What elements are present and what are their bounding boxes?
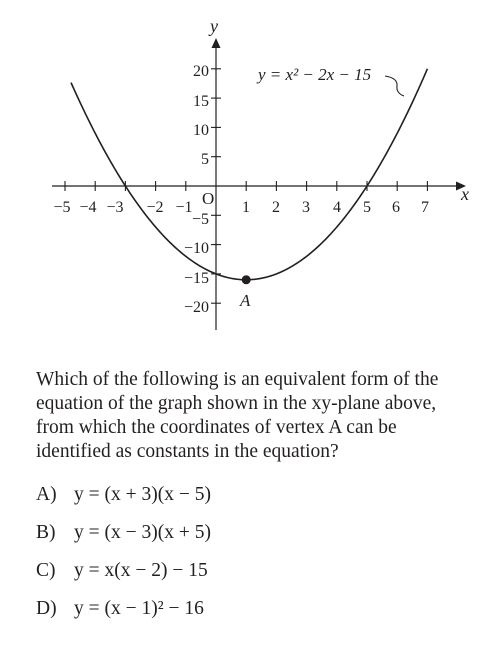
y-tick-label: −5 xyxy=(191,211,209,228)
y-tick-label: 20 xyxy=(193,63,209,80)
x-tick-label: 2 xyxy=(272,199,280,216)
y-tick-label: 5 xyxy=(201,151,209,168)
y-tick-label: 10 xyxy=(193,122,209,139)
vertex-label: A xyxy=(240,291,251,310)
origin-label: O xyxy=(202,189,215,208)
x-tick-label: −3 xyxy=(106,199,124,216)
x-tick-label: −1 xyxy=(175,199,193,216)
parabola-curve xyxy=(71,69,427,280)
equation-label: y = x² − 2x − 15 xyxy=(258,65,372,84)
choice-b[interactable] xyxy=(36,522,456,560)
y-axis-arrow-icon xyxy=(212,38,221,48)
choice-d[interactable] xyxy=(36,598,456,636)
choice-letter: A) xyxy=(36,484,57,505)
x-tick-label: 3 xyxy=(302,199,310,216)
question-line: from which the coordinates of vertex A can be xyxy=(36,417,397,438)
choice-text: y = (x + 3)(x − 5) xyxy=(74,484,211,505)
choice-letter: B) xyxy=(36,522,56,543)
question-text xyxy=(36,368,476,464)
x-tick-label: −5 xyxy=(53,199,71,216)
question-line: equation of the graph shown in the xy-plane above, xyxy=(36,393,437,414)
answer-choices xyxy=(36,484,456,636)
choice-text: y = (x − 3)(x + 5) xyxy=(74,522,211,543)
x-tick-label: 7 xyxy=(421,199,429,216)
x-tick-label: 5 xyxy=(363,199,371,216)
y-tick-label: −10 xyxy=(183,240,209,257)
x-axis-label: x xyxy=(461,184,469,204)
equation-callout-line xyxy=(385,76,404,96)
question-line: Which of the following is an equivalent form of the xyxy=(36,369,439,390)
choice-a[interactable] xyxy=(36,484,456,522)
x-tick-label: −4 xyxy=(79,199,97,216)
x-tick-label: 6 xyxy=(392,199,400,216)
x-tick-label: −2 xyxy=(146,199,164,216)
vertex-point xyxy=(242,275,251,284)
y-axis-label: y xyxy=(210,16,218,36)
choice-c[interactable] xyxy=(36,560,456,598)
choice-text: y = x(x − 2) − 15 xyxy=(74,560,208,581)
choice-letter: C) xyxy=(36,560,56,581)
y-tick-label: −15 xyxy=(183,270,209,287)
choice-letter: D) xyxy=(36,598,57,619)
question-line: identified as constants in the equation? xyxy=(36,441,339,462)
y-tick-label: −20 xyxy=(183,299,209,316)
x-tick-label: 1 xyxy=(242,199,250,216)
choice-text: y = (x − 1)² − 16 xyxy=(74,598,204,619)
y-tick-label: 15 xyxy=(193,93,209,110)
x-tick-label: 4 xyxy=(333,199,341,216)
